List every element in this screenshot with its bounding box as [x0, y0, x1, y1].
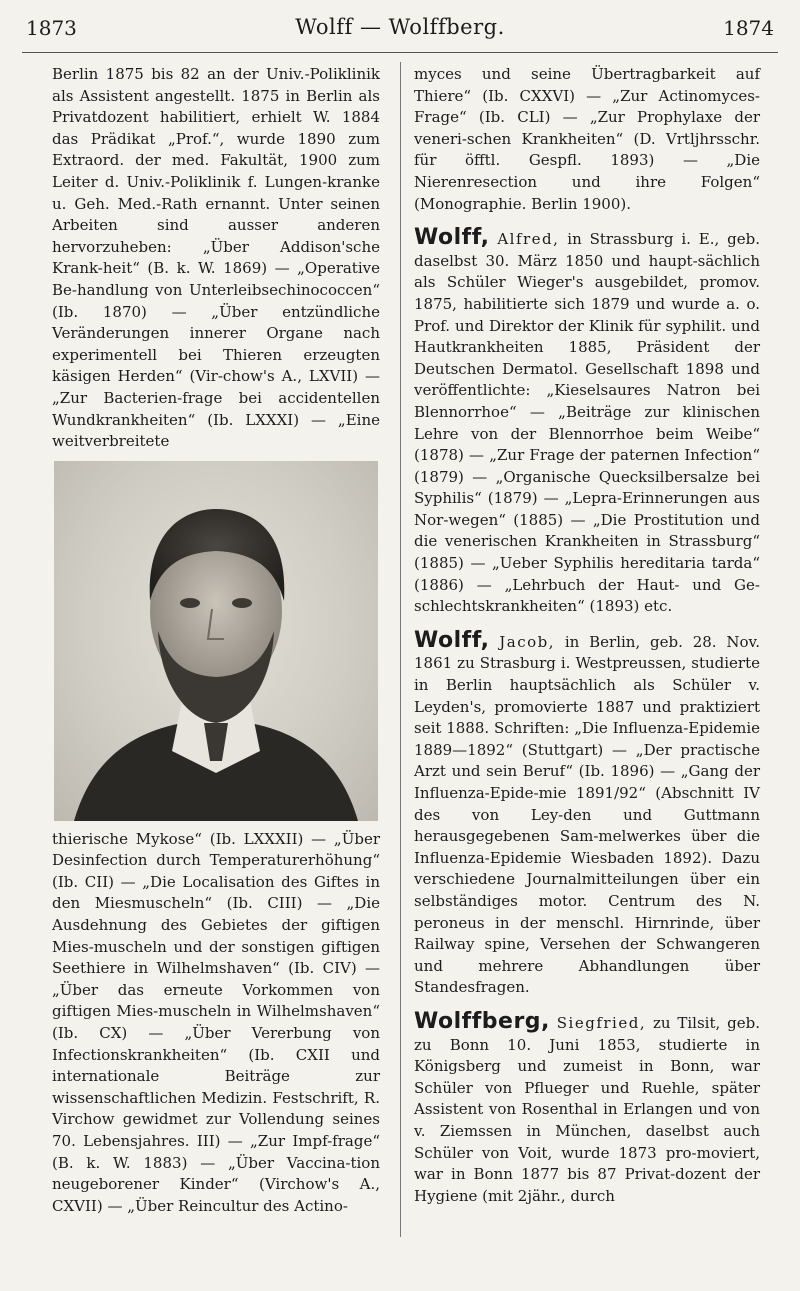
page-number-right: 1874: [723, 16, 774, 40]
left-column: [52, 64, 380, 1217]
entry-text: in Berlin, geb. 28. Nov. 1861 zu Strasburg i. Westpreussen, studierte in Berlin hauptsächlich als Schüler v. Leyden's, promovierte 1887 und praktiziert seit 1888. Schriften: „Die Influenza-Epidemie 1889—1892“ (Stuttgart) — „Der practische Arzt und sein Beruf“ (Ib. 1896) — „Gang der Influenza-Epide-mie 1891/92“ (Abschnitt IV des von Ley-den und Guttmann herausgegebenen Sam-melwerkes über die Influenza-Epidemie Wiesbaden 1892). Dazu verschiedene Journalmitteilungen über ein selbständiges motor. Centrum des N. peroneus in der menschl. Hirnrinde, über Railway spine, Versehen der Schwangeren und mehrere Abhandlungen über Standesfragen.: [414, 632, 760, 997]
right-column: [414, 64, 760, 1207]
column-divider: [400, 62, 401, 1237]
left-paragraph-2: thierische Mykose“ (Ib. LXXXII) — „Über Desinfection durch Temperaturerhöhung“ (Ib. CII) — „Die Localisation des Giftes in den Miesmuscheln“ (Ib. CIII) — „Die Ausdehnung des Gebietes der giftigen Mies-muscheln und der sonstigen giftigen Seethiere in Wilhelmshaven“ (Ib. CIV) — „Über das erneute Vorkommen von giftigen Mies-muscheln in Wilhelmshaven“ (Ib. CX) — „Über Vererbung von Infectionskrankheiten“ (Ib. CXII und internationale Beiträge zur wissenschaftlichen Medizin. Festschrift, R. Virchow gewidmet zur Vollendung seines 70. Lebensjahres. III) — „Zur Impf-frage“ (B. k. W. 1883) — „Über Vaccina-tion neugeborener Kinder“ (Virchow's A., CXVII) — „Über Reincultur des Actino-: [52, 829, 380, 1215]
running-title: Wolff — Wolffberg.: [295, 15, 505, 39]
page-number-left: 1873: [26, 16, 77, 40]
entry-text: in Strassburg i. E., geb. daselbst 30. März 1850 und haupt-sächlich als Schüler Wieger's ausgebildet, promov. 1875, habilitierte sich 1879 und wurde a. o. Prof. und Direktor der Klinik für syphilit. und Hautkrankheiten 1885, Präsident der Deutschen Dermatol. Gesellschaft 1898 und veröffentlichte: „Kieselsaures Natron bei Blennorrhoe“ — „Beiträge zur klinischen Lehre von der Blennorrhoe beim Weibe“ (1878) — „Zur Frage der paternen Infection“ (1879) — „Organische Quecksilbersalze bei Syphilis“ (1879) — „Lepra-Erinnerungen aus Nor-wegen“ (1885) — „Die Prostitution und die venerischen Krankheiten in Strassburg“ (1885) — „Ueber Syphilis hereditaria tarda“ (1886) — „Lehrbuch der Haut- und Ge-schlechtskrankheiten“ (1893) etc.: [414, 230, 760, 616]
page-header: [0, 12, 800, 46]
entry-given-name: Alfred,: [497, 230, 560, 249]
left-paragraph-1: Berlin 1875 bis 82 an der Univ.-Poliklinik als Assistent angestellt. 1875 in Berlin als Privatdozent habilitiert, erhielt W. 1884 das Prädikat „Prof.“, wurde 1890 zum Extraord. der med. Fakultät, 1900 zum Leiter d. Univ.-Poliklinik f. Lungen-kranke u. Geh. Med.-Rath ernannt. Unter seinen Arbeiten sind ausser anderen hervorzuheben: „Über Addison'sche Krank-heit“ (B. k. W. 1869) — „Operative Be-handlung von Unterleibsechinococcen“ (Ib. 1870) — „Über entzündliche Veränderungen innerer Organe nach experimentell bei Thieren erzeugten käsigen Herden“ (Vir-chow's A., LXVII) — „Zur Bacterien-frage bei accidentellen Wundkrankheiten“ (Ib. LXXXI) — „Eine weitverbreitete: [52, 65, 380, 451]
portrait-figure: [54, 461, 378, 821]
entry-given-name: Jacob,: [499, 632, 556, 651]
entry-headword: Wolffberg,: [414, 1008, 550, 1034]
entry-given-name: Siegfried,: [556, 1013, 647, 1032]
entry-wolffberg-siegfried: [414, 1008, 760, 1207]
entry-wolff-jacob: [414, 627, 760, 999]
right-paragraph-0: myces und seine Übertragbarkeit auf Thiere“ (Ib. CXXVI) — „Zur Actinomyces-Frage“ (Ib. CLI) — „Zur Prophylaxe der veneri-schen Krankheiten“ (D. Vrtljhrsschr. für öfftl. Gespfl. 1893) — „Die Nierenresection und ihre Folgen“ (Monographie. Berlin 1900).: [414, 65, 760, 213]
entry-headword: Wolff,: [414, 627, 490, 653]
entry-headword: Wolff,: [414, 225, 490, 251]
header-rule: [22, 52, 778, 53]
portrait-photo: [54, 461, 378, 821]
entry-text: zu Tilsit, geb. zu Bonn 10. Juni 1853, studierte in Königsberg und zumeist in Bonn, war Schüler von Pflueger und Ruehle, später Assistent von Rosenthal in Erlangen und von v. Ziemssen in München, daselbst auch Schüler von Voit, wurde 1873 pro-moviert, war in Bonn 1877 bis 87 Privat-dozent der Hygiene (mit 2jähr., durch: [414, 1013, 760, 1205]
entry-wolff-alfred: [414, 227, 760, 618]
